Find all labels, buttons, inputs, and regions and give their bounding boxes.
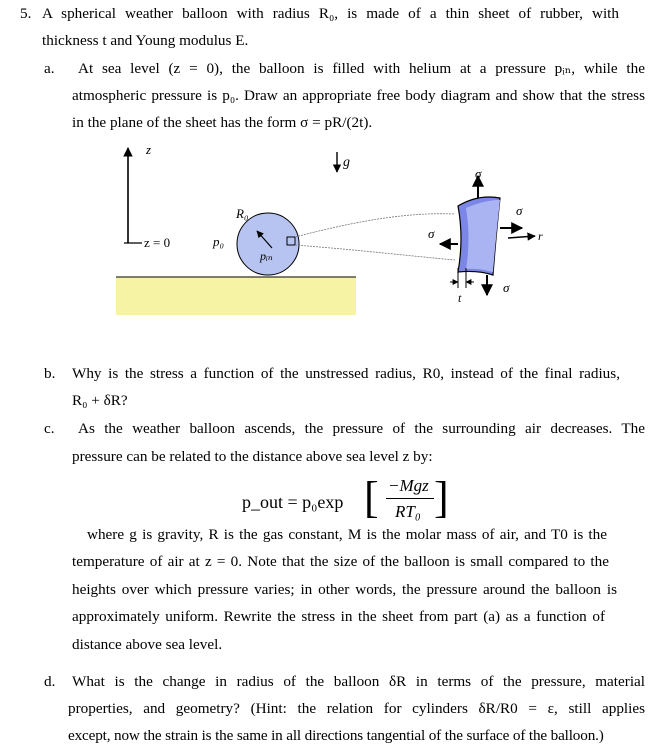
part-a-line2: atmospheric pressure is p₀. Draw an appropriate free body diagram and show that the stress (72, 87, 645, 104)
part-d-line2: properties, and geometry? (Hint: the relation for cylinders δR/R0 = ε, still applies (68, 700, 645, 717)
pressure-equation (242, 474, 462, 526)
ground (116, 277, 356, 315)
part-c-marker: c. (44, 420, 55, 437)
part-a-line3: in the plane of the sheet has the form σ = pR/(2t). (72, 114, 373, 131)
p0-label: p₀ (213, 234, 225, 249)
part-b-marker: b. (44, 365, 56, 382)
equation-denominator: RT₀ (395, 502, 421, 521)
problem-text-line1: A spherical weather balloon with radius R₀, is made of a thin sheet of rubber, with (42, 5, 619, 22)
equation-numerator: −Mgz (388, 476, 429, 495)
sigma-label-bottom: σ (503, 280, 510, 295)
z-axis-label: z (146, 142, 152, 157)
radius-label: R₀ (236, 206, 249, 221)
part-c-line7: distance above sea level. (72, 636, 223, 653)
part-c-line1: As the weather balloon ascends, the pressure of the surrounding air decreases. The (78, 420, 645, 437)
part-c-line3: where g is gravity, R is the gas constant, M is the molar mass of air, and T0 is the (87, 526, 607, 543)
part-a-line1: At sea level (z = 0), the balloon is filled with helium at a pressure pᵢₙ, while the (78, 60, 645, 77)
equation-lhs: p_out = p₀exp (242, 492, 344, 512)
callout-line-bottom (295, 245, 455, 260)
part-b-line1: Why is the stress a function of the unstressed radius, R0, instead of the final radius, (72, 365, 620, 382)
left-bracket: [ (364, 473, 379, 522)
magnified-element-face (466, 200, 500, 272)
sigma-label-top: σ (475, 166, 482, 181)
pin-label: pᵢₙ (260, 249, 273, 263)
part-d-line3: except, now the strain is the same in all directions tangential of the surface of the balloon.) (68, 727, 604, 744)
part-c-line4: temperature of air at z = 0. Note that the size of the balloon is small compared to the (72, 553, 609, 570)
r-arrow (508, 236, 535, 238)
part-b-line2: R₀ + δR? (72, 392, 128, 409)
part-c-line5: heights over which pressure varies; in other words, the pressure around the balloon is (72, 581, 617, 598)
thickness-label: t (458, 291, 462, 305)
r-label: r (538, 229, 543, 243)
free-body-figure (0, 140, 656, 315)
fraction-bar (386, 498, 434, 499)
part-c-line6: approximately uniform. Rewrite the stress in the sheet from part (a) as a function of (72, 608, 605, 625)
gravity-label: g (343, 155, 350, 170)
part-d-marker: d. (44, 673, 56, 690)
part-d-line1: What is the change in radius of the balloon δR in terms of the pressure, material (72, 673, 645, 690)
sigma-label-left: σ (428, 226, 435, 241)
part-c-line2: pressure can be related to the distance above sea level z by: (72, 448, 433, 465)
sigma-label-right: σ (516, 203, 523, 218)
part-a-marker: a. (44, 60, 55, 77)
problem-text-line2: thickness t and Young modulus E. (42, 32, 249, 49)
problem-number: 5. (20, 5, 32, 22)
z0-label: z = 0 (144, 235, 171, 250)
right-bracket: ] (434, 473, 449, 522)
